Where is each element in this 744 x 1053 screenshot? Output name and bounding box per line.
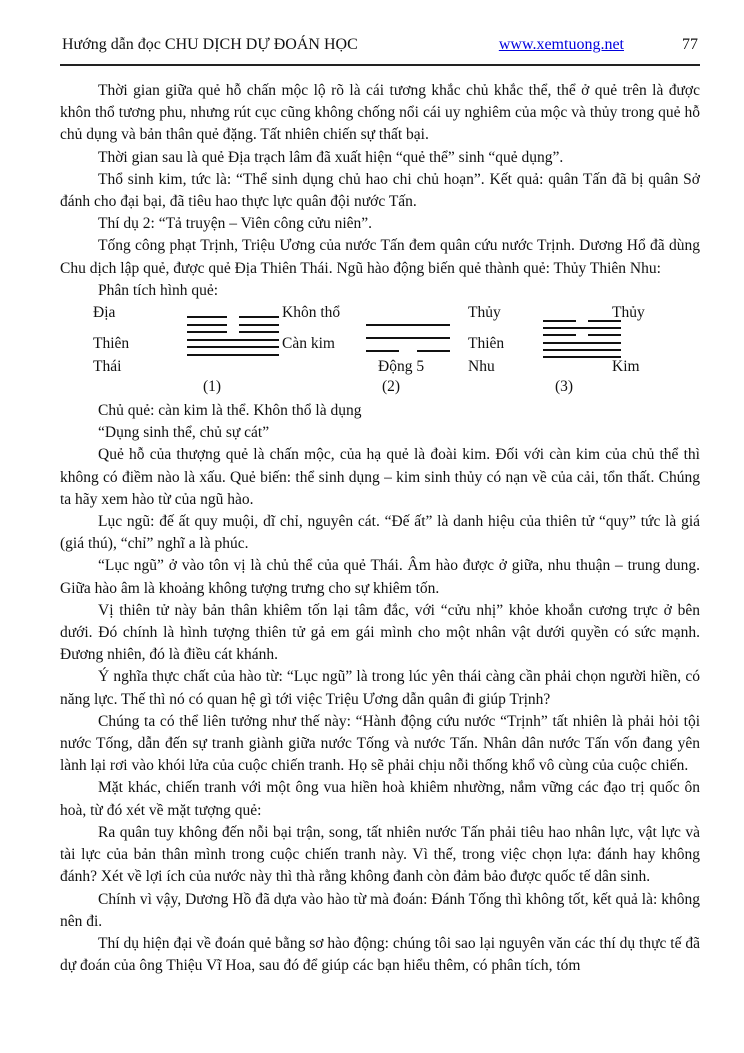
paragraph: Chúng ta có thể liên tưởng như thế này: “Hành động cứu nước “Trịnh” tất nhiên là phải hỏi tội nước Tống, dẫn đến sự tranh giành giữa nước Tống và nước Tấn. Nhân dân nước Tấn vốn đang yên lành lại rơi vào khói lửa của cuộc chiến tranh. Họ sẽ phải chịu nỗi thống khổ vô cùng của cuộc chiến.: [60, 712, 700, 775]
paragraph: “Lục ngũ” ở vào tôn vị là chủ thể của quẻ Thái. Âm hào được ở giữa, nhu thuận – trung dung. Giữa hào âm là khoảng không tượng trưng cho sự khiêm tốn.: [60, 557, 700, 597]
paragraph: Thời gian giữa quẻ hỗ chấn mộc lộ rõ là cái tương khắc chủ khắc thể, thể ở quẻ trên là được khôn thổ tương phu, nhưng rút cục cũng không chống nổi cái uy nghiêm của mộc và thủy trong quẻ hỗ chủ dụng và bản thân quẻ đặng. Tất nhiên chiến sự thất bại.: [60, 82, 700, 144]
paragraph: Thí dụ 2: “Tả truyện – Viên công cửu niên”.: [98, 215, 373, 233]
solid-line: [187, 346, 279, 348]
paragraph: Ra quân tuy không đến nỗi bại trận, song, tất nhiên nước Tấn phải tiêu hao nhân lực, vật lực và tài lực của bản thân mình trong cuộc chiến tranh này. Vì thế, trong việc chọn lựa: đánh hay không đánh? Xét về lợi ích của nước này thì thà rằng không đanh còn đảm bảo được quốc tế dân sinh.: [60, 823, 700, 886]
page-content: [60, 36, 700, 977]
page-header: [60, 36, 700, 64]
paragraph: Ý nghĩa thực chất của hào từ: “Lục ngũ” là trong lúc yên thái càng cần phải chọn người hiền, có năng lực. Thế thì nó có quan hệ gì tới việc Triệu Ương dẫn quân đi giúp Trịnh?: [60, 668, 700, 708]
diagram-label-thuy-1: Thủy: [468, 304, 501, 322]
diagram-number-1: (1): [203, 378, 222, 396]
paragraph: Mặt khác, chiến tranh với một ông vua hiền hoà khiêm nhường, nắm vững các đạo trị quốc ôn hoà, từ đó xét về mặt tượng quẻ:: [60, 779, 700, 819]
paragraph: Chính vì vậy, Dương Hồ đã dựa vào hào từ mà đoán: Đánh Tống thì không tốt, kết quả là: không nên đi.: [60, 890, 700, 930]
paragraph: Phân tích hình quẻ:: [98, 281, 219, 299]
broken-line: [187, 316, 279, 318]
diagram-label-thien-2: Thiên: [468, 335, 505, 353]
paragraph: Thời gian sau là quẻ Địa trạch lâm đã xuất hiện “quẻ thể” sinh “quẻ dụng”.: [98, 148, 564, 166]
solid-line: [543, 349, 621, 351]
broken-line: [543, 320, 621, 322]
broken-line: [366, 350, 450, 352]
broken-line: [187, 331, 279, 333]
diagram-label-thuy-2: Thủy: [612, 304, 645, 322]
website-link[interactable]: www.xemtuong.net: [498, 36, 624, 53]
solid-line: [187, 354, 279, 356]
paragraph: Vị thiên tử này bản thân khiêm tốn lại tâm đắc, với “cửu nhị” khỏe khoắn cương trực ở bên dưới. Đó chính là hình tượng thiên tử gả em gái mình cho một nhân vật dưới quyền có sức mạnh. Đương nhiên, đó là điều cát khánh.: [60, 601, 700, 664]
page-number: 77: [682, 36, 698, 53]
diagram-label-khon-tho: Khôn thổ: [282, 304, 341, 322]
diagram-label-kim: Kim: [612, 358, 640, 376]
solid-line: [187, 339, 279, 341]
paragraph: Lục ngũ: đế ất quy muội, dĩ chỉ, nguyên cát. “Đế ất” là danh hiệu của thiên tử “quy” tức là giá (giá thú), “chỉ” nghĩ a là phúc.: [60, 513, 700, 553]
paragraph: Quẻ hỗ của thượng quẻ là chấn mộc, của hạ quẻ là đoài kim. Đối với càn kim của chủ thể thì không có điềm nào là xấu. Quẻ biến: thể sinh dụng – kim sinh thủy có nạn về của cải, tổn thất. Chúng ta hãy xem hào từ của ngũ hào.: [60, 446, 700, 508]
diagram-label-nhu: Nhu: [468, 358, 495, 376]
body-text: [60, 80, 700, 977]
diagram-number-3: (3): [555, 378, 574, 396]
paragraph: Chủ quẻ: càn kim là thể. Khôn thổ là dụng: [98, 402, 362, 420]
diagram-number-2: (2): [382, 378, 401, 396]
diagram-label-thai: Thái: [93, 358, 122, 376]
hexagram-thuy-thien-nhu: [543, 320, 621, 363]
diagram-label-thien-1: Thiên: [93, 335, 130, 353]
diagram-label-dia: Địa: [93, 304, 116, 322]
paragraph: Tống công phạt Trịnh, Triệu Ương của nước Tấn đem quân cứu nước Trịnh. Dương Hổ đã dùng Chu dịch lập quẻ, được quẻ Địa Thiên Thái. Ngũ hào động biến quẻ thành quẻ: Thủy Thiên Nhu:: [60, 237, 700, 277]
solid-line: [366, 324, 450, 326]
solid-line: [366, 337, 450, 339]
solid-line: [543, 327, 621, 329]
paragraph: Thí dụ hiện đại về đoán quẻ bằng sơ hào động: chúng tôi sao lại nguyên văn các thí dụ thực tế đã dự đoán của ông Thiệu Vĩ Hoa, sau đó để giúp các bạn hiểu thêm, có phân tích, tóm: [60, 934, 700, 975]
solid-line: [543, 342, 621, 344]
trigram-moving-line: [366, 324, 450, 363]
book-title: Hướng dẫn đọc CHU DỊCH DỰ ĐOÁN HỌC: [62, 36, 358, 53]
hexagram-dia-thien-thai: [187, 316, 279, 361]
hexagram-diagram: [60, 302, 700, 400]
header-rule: [60, 64, 700, 66]
paragraph: Thổ sinh kim, tức là: “Thể sinh dụng chủ hao chi chủ hoạn”. Kết quả: quân Tấn đã bị quân Sở đánh cho đại bại, đã tiêu hao thực lực quân đội nước Tấn.: [60, 170, 700, 211]
diagram-label-can-kim: Càn kim: [282, 335, 335, 353]
diagram-label-dong-5: Động 5: [378, 358, 425, 376]
paragraph: “Dụng sinh thể, chủ sự cát”: [98, 424, 270, 442]
solid-line: [543, 356, 621, 358]
broken-line: [187, 324, 279, 326]
broken-line: [543, 334, 621, 336]
